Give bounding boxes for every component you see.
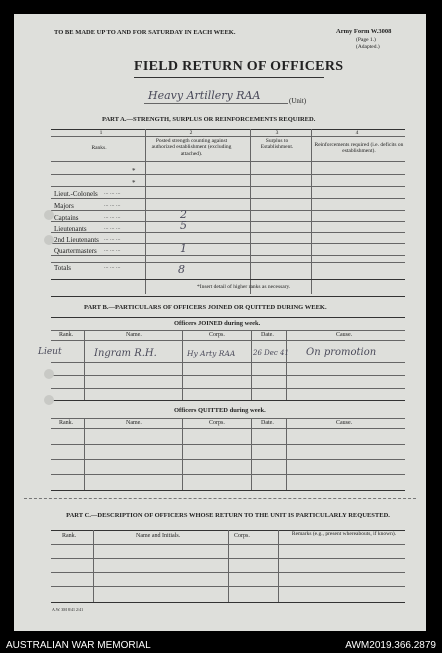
joined-col-name: Name. — [126, 332, 142, 338]
partc-col-name: Name and Initials. — [136, 533, 181, 539]
part-c-heading: PART C.—DESCRIPTION OF OFFICERS WHOSE RETURN TO THE UNIT IS PARTICULARLY REQUESTED. — [66, 512, 390, 519]
quitted-col-corps: Corps. — [209, 420, 225, 426]
strength-value: 5 — [180, 219, 187, 232]
quitted-col-cause: Cause. — [336, 420, 353, 426]
strength-value: 2 — [180, 208, 187, 221]
joined-date: 26 Dec 41 — [253, 349, 289, 357]
col-header-surplus: Surplus to Establishment. — [260, 138, 294, 151]
quitted-col-date: Date. — [261, 420, 274, 426]
joined-col-cause: Cause. — [336, 332, 353, 338]
joined-col-date: Date. — [261, 332, 274, 338]
form-page: TO BE MADE UP TO AND FOR SATURDAY IN EACH WEEK. Army Form W.3008 (Page 1.) (Adapted.) FIELD RETURN OF OFFICERS Heavy Artillery RAA (Unit) PART A.—STRENGTH, SURPLUS OR REINFORCEMENTS REQUIRED. 1 2 3 4 Ranks. Posted strength counting against authorized establishment (excluding attached). Surplus to Establishment. Reinforcements required (i.e. deficits on establishment). * * Lieut.-Colonels Majors Captains Lieutenants 2nd Lieutenants Quartermasters ... ... ... ... ... ... ... ... ... ... ... ... ... ... ... ... ... ... 2 5 1 Totals ... ... ... 8 *Insert detail of higher ranks as necessary. PART B.—PARTICULARS OF OFFICERS JOINED OR QUITTED DURING WEEK. Officers JOINED during week. Rank. Name. Corps. Date. Cause. Lieut Ingram R.H. Hy Arty RAA 26 Dec 41 On promotion Officers QUITTED during week. Rank. Name. Corps. Date. Cause. PART C.—DESCRIPTION OF OFFICERS WHOSE RETURN TO THE UNIT IS PARTICULARLY REQUESTED. Rank. Name and Initials. Corps. Remarks (e.g., present whereabouts, if known). A.W. 3M 8/41 2/41 — [14, 14, 426, 631]
print-code: A.W. 3M 8/41 2/41 — [52, 607, 84, 612]
joined-heading: Officers JOINED during week. — [174, 320, 261, 327]
rank-label: Quartermasters — [54, 247, 97, 255]
punch-hole — [44, 210, 54, 220]
col-header-posted-strength: Posted strength counting against authorized establishment (excluding attached). — [151, 138, 232, 157]
form-instruction: TO BE MADE UP TO AND FOR SATURDAY IN EACH WEEK. — [54, 29, 236, 36]
col-number-3: 3 — [275, 130, 279, 136]
col-number-1: 1 — [99, 130, 103, 136]
rank-label: Majors — [54, 202, 74, 210]
unit-handwritten: Heavy Artillery RAA — [148, 89, 261, 102]
col-number-2: 2 — [189, 130, 193, 136]
page-title: FIELD RETURN OF OFFICERS — [134, 59, 344, 74]
joined-rank: Lieut — [38, 347, 62, 357]
footer-credit: AUSTRALIAN WAR MEMORIAL — [6, 640, 151, 651]
unit-label: (Unit) — [289, 97, 307, 105]
partc-col-corps: Corps. — [234, 533, 250, 539]
form-adapted: (Adapted.) — [356, 44, 380, 50]
part-a-heading: PART A.—STRENGTH, SURPLUS OR REINFORCEMENTS REQUIRED. — [102, 116, 316, 123]
rank-label: Lieutenants — [54, 225, 87, 233]
joined-col-rank: Rank. — [59, 332, 74, 338]
joined-cause: On promotion — [306, 347, 377, 358]
partc-col-remarks: Remarks (e.g., present whereabouts, if known). — [291, 531, 397, 537]
punch-hole — [44, 235, 54, 245]
col-number-4: 4 — [355, 130, 359, 136]
part-b-heading: PART B.—PARTICULARS OF OFFICERS JOINED OR QUITTED DURING WEEK. — [84, 304, 327, 311]
joined-col-corps: Corps. — [209, 332, 225, 338]
rank-label: 2nd Lieutenants — [54, 236, 99, 244]
partc-col-rank: Rank. — [62, 533, 77, 539]
strength-value: 1 — [180, 242, 187, 255]
part-a-footnote: *Insert detail of higher ranks as necessary. — [197, 284, 291, 290]
form-number: Army Form W.3008 — [336, 28, 392, 35]
quitted-col-name: Name. — [126, 420, 142, 426]
punch-hole — [44, 395, 54, 405]
col-header-reinforcements: Reinforcements required (i.e. deficits on establishment). — [314, 142, 404, 155]
quitted-heading: Officers QUITTED during week. — [174, 407, 266, 414]
joined-name: Ingram R.H. — [94, 348, 157, 359]
totals-value: 8 — [178, 263, 185, 276]
footer-accession: AWM2019.366.2879 — [345, 640, 436, 651]
totals-label: Totals — [54, 264, 72, 272]
quitted-col-rank: Rank. — [59, 420, 74, 426]
rank-label: Lieut.-Colonels — [54, 190, 98, 198]
rank-label: Captains — [54, 214, 79, 222]
col-header-ranks: Ranks. — [91, 145, 107, 151]
joined-corps: Hy Arty RAA — [187, 349, 236, 358]
form-page-number: (Page 1.) — [356, 37, 376, 43]
punch-hole — [44, 369, 54, 379]
